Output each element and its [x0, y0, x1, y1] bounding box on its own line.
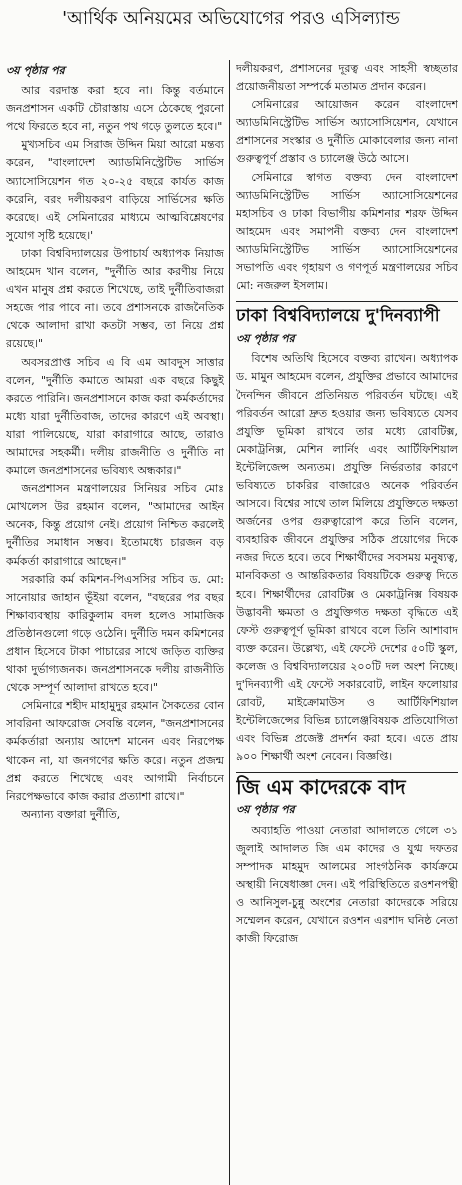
- continuation-ref: ৩য় পৃষ্ঠার পর: [236, 803, 295, 817]
- section-divider: [236, 772, 458, 773]
- paragraph: সেমিনারে স্বাগত বক্তব্য দেন বাংলাদেশ অ্যাডমিনিস্ট্রেটিভ সার্ভিস অ্যাসোসিয়েশনের মহাসচিব ও ঢাকা বিভাগীয় কমিশনার শরফ উদ্দিন আহমেদ এবং সমাপনী বক্তব্য দেন বাংলাদেশ অ্যাডমিনিস্ট্রেটিভ সার্ভিস অ্যাসোসিয়েশনের সভাপতি এবং গৃহায়ণ ও গণপূর্ত মন্ত্রণালয়ের সচিব মো: নজরুল ইসলাম।: [236, 170, 458, 293]
- continuation-ref: ৩য় পৃষ্ঠার পর: [236, 332, 295, 346]
- paragraph: সেমিনারের আয়োজন করেন বাংলাদেশ অ্যাডমিনিস্ট্রেটিভ সার্ভিস অ্যাসোসিয়েশন, যেখানে প্রশাসনের সংস্কার ও দুর্নীতি মোকাবেলার জন্য নানা গুরুত্বপূর্ণ প্রস্তাব ও চ্যালেঞ্জ উঠে আসে।: [236, 98, 458, 166]
- paragraph: অব্যাহতি পাওয়া নেতারা আদালতে গেলে ৩১ জুলাই আদালত জি এম কাদের ও যুগ্ম দফতর সম্পাদক মাহমুদ আলমের সাংগঠনিক কার্যক্রমে অস্থায়ী নিষেধাজ্ঞা দেন। এই পরিস্থিতিতে রওশনপন্থী ও আনিসুল-চুন্নু অংশের নেতারা কাদেরকে সরিয়ে সম্মেলন করেন, যেখানে রওশন এরশাদ ঘনিষ্ঠ নেতা কাজী ফিরোজ: [236, 823, 458, 946]
- left-column: [6, 62, 224, 1182]
- paragraph: ঢাকা বিশ্ববিদ্যালয়ের উপাচার্য অধ্যাপক নিয়াজ আহমেদ খান বলেন, "দুর্নীতি আর করণীয় নিয়ে এখন মানুষ প্রশ্ন করতে শিখেছে, তাই দুর্নীতিবাজরা সহজে পার পাবে না। তবে প্রশাসনকে রাজনৈতিক থেকে আলাদা রাখা কতটা সম্ভব, তা নিয়ে প্রশ্ন রয়েছে।": [6, 246, 224, 351]
- story-headline-du: ঢাকা বিশ্ববিদ্যালয়ে দু'দিনব্যাপী: [236, 306, 440, 327]
- paragraph: আর বরদাস্ত করা হবে না। কিন্তু বর্তমানে জনপ্রশাসন একটি চৌরাস্তায় এসে ঠেকেছে পুরনো পথে ফিরতে হবে না, নতুন পথ গড়ে তুলতে হবে।": [6, 84, 224, 134]
- paragraph: অন্যান্য বক্তারা দুর্নীতি,: [21, 807, 121, 821]
- paragraph: দলীয়করণ, প্রশাসনের দূরত্ব এবং সাহসী স্বচ্ছতার প্রয়োজনীয়তা সম্পর্কে মতামত প্রদান করেন।: [236, 62, 458, 94]
- column-divider: [229, 60, 230, 1185]
- paragraph: বিশেষ অতিথি হিসেবে বক্তব্য রাখেন। অধ্যাপক ড. মামুন আহমেদ বলেন, প্রযুক্তির প্রভাবে আমাদের দৈনন্দিন জীবনে প্রতিনিয়ত পরিবর্তন ঘটছে। এই পরিবর্তন আরো দ্রুত হওয়ার জন্য ভবিষ্যতে যেসব প্রযুক্তি ভূমিকা রাখবে তার মধ্যে রোবটিক্স, মেকাট্রনিক্স, মেশিন লার্নিং এবং আর্টিফিশিয়াল ইন্টেলিজেন্স অন্যতম। প্রযুক্তি নির্ভরতার কারণে ভবিষ্যতে চাকরির বাজারেও অনেক পরিবর্তন আসবে। বিশ্বের সাথে তাল মিলিয়ে প্রযুক্তিতে দক্ষতা অর্জনের ওপর গুরুত্বারোপ করে তিনি বলেন, ব্যবহারিক জীবনে প্রযুক্তির সঠিক প্রয়োগের দিকে নজর দিতে হবে। তবে শিক্ষার্থীদের সবসময় মনুষ্যত্ব, মানবিকতা ও আন্তরিকতার বিষয়টিকে গুরুত্ব দিতে হবে। শিক্ষার্থীদের রোবটিক্স ও মেকাট্রনিক্স বিষয়ক উদ্ভাবনী ক্ষমতা ও প্রযুক্তিগত দক্ষতা বৃদ্ধিতে এই ফেস্ট গুরুত্বপূর্ণ ভূমিকা রাখবে বলে তিনি আশাবাদ ব্যক্ত করেন। উল্লেখ্য, এই ফেস্টে দেশের ৫০টি স্কুল, কলেজ ও বিশ্ববিদ্যালয়ের ২০০টি দল অংশ নিচ্ছে। দু'দিনব্যাপী এই ফেস্টে সকারবোট, লাইন ফলোয়ার রোবট, মাইক্রোমাউস ও আর্টিফিশিয়াল ইন্টেলিজেন্সের বিভিন্ন চ্যালেঞ্জবিষয়ক প্রতিযোগিতা এবং বিভিন্ন প্রজেক্ট প্রদর্শন করা হবে। এতে প্রায় ৯০০ শিক্ষার্থী অংশ নেবেন। বিজ্ঞপ্তি।: [236, 352, 458, 764]
- paragraph: জনপ্রশাসন মন্ত্রণালয়ের সিনিয়র সচিব মোঃ মোখলেস উর রহমান বলেন, "আমাদের আইন অনেক, কিন্তু প্রয়োগ নেই। প্রয়োগ নিশ্চিত করলেই দুর্নীতির সমাধান সম্ভব। ইতোমধ্যে চারজন বড় কর্মকর্তা কারাগারে আছেন।": [6, 482, 224, 568]
- paragraph: মুখ্যসচিব এম সিরাজ উদ্দিন মিয়া আরো মন্তব্য করেন, "বাংলাদেশ অ্যাডমিনিস্ট্রেটিভ সার্ভিস অ্যাসোসিয়েশন গত ২০-২৫ বছরে কার্যত কাজ করেনি, বরং দলীয়করণ বাড়িয়ে সার্ভিসের ক্ষতি করেছে। এই সেমিনারের মাধ্যমে আত্মবিশ্লেষণের সুযোগ সৃষ্টি হয়েছে।': [6, 138, 224, 242]
- section-divider: [236, 301, 458, 302]
- story-headline-gm-quader: জি এম কাদেরকে বাদ: [236, 775, 406, 800]
- paragraph: সেমিনারে শহীদ মাহামুদুর রহমান সৈকতের বোন সাবরিনা আফরোজ সেবন্তি বলেন, "জনপ্রশাসনের কর্মকর্তারা অন্যায় আদেশ মানেন এবং নিরপেক্ষ থাকেন না, যা জনগণের ক্ষতি করে। নতুন প্রজন্ম প্রশ্ন করতে শিখেছে এবং আগামী নির্বাচনে নিরপেক্ষভাবে কাজ করার প্রত্যাশা রাখে।": [6, 699, 224, 803]
- page-headline: 'আর্থিক অনিয়মের অভিযোগের পরও এসিল্যান্ড: [62, 8, 400, 29]
- paragraph: অবসরপ্রাপ্ত সচিব এ বি এম আবদুস সাত্তার বলেন, "দুর্নীতি কমাতে আমরা এক বছরে কিছুই করতে পারিনি। জনপ্রশাসনে কাজ করা কর্মকর্তাদের মধ্যে যারা দুর্নীতিবাজ, তাদের কারণে এই অবস্থা। যারা পালিয়েছে, যারা কারাগারে আছে, তারাও আমাদের সহকর্মী। দলীয় রাজনীতি ও দুর্নীতি না কমালে জনপ্রশাসনের ভবিষ্যৎ অন্ধকার।": [6, 355, 224, 478]
- right-column: [236, 60, 458, 1182]
- paragraph: সরকারি কর্ম কমিশন-পিএসসির সচিব ড. মো: সানোয়ার জাহান ভূঁইয়া বলেন, "বছরের পর বছর শিক্ষাব্যবস্থায় কারিকুলাম বদল হলেও সামাজিক প্রতিষ্ঠানগুলো গড়ে ওঠেনি। দুর্নীতি দমন কমিশনের প্রধান হিসেবে টাকা পাচারের সাথে জড়িত ব্যক্তির থাকা দুর্ভাগ্যজনক। জনপ্রশাসনকে দলীয় রাজনীতি থেকে সম্পূর্ণ আলাদা রাখতে হবে।": [6, 572, 224, 695]
- continuation-ref: ৩য় পৃষ্ঠার পর: [6, 64, 65, 77]
